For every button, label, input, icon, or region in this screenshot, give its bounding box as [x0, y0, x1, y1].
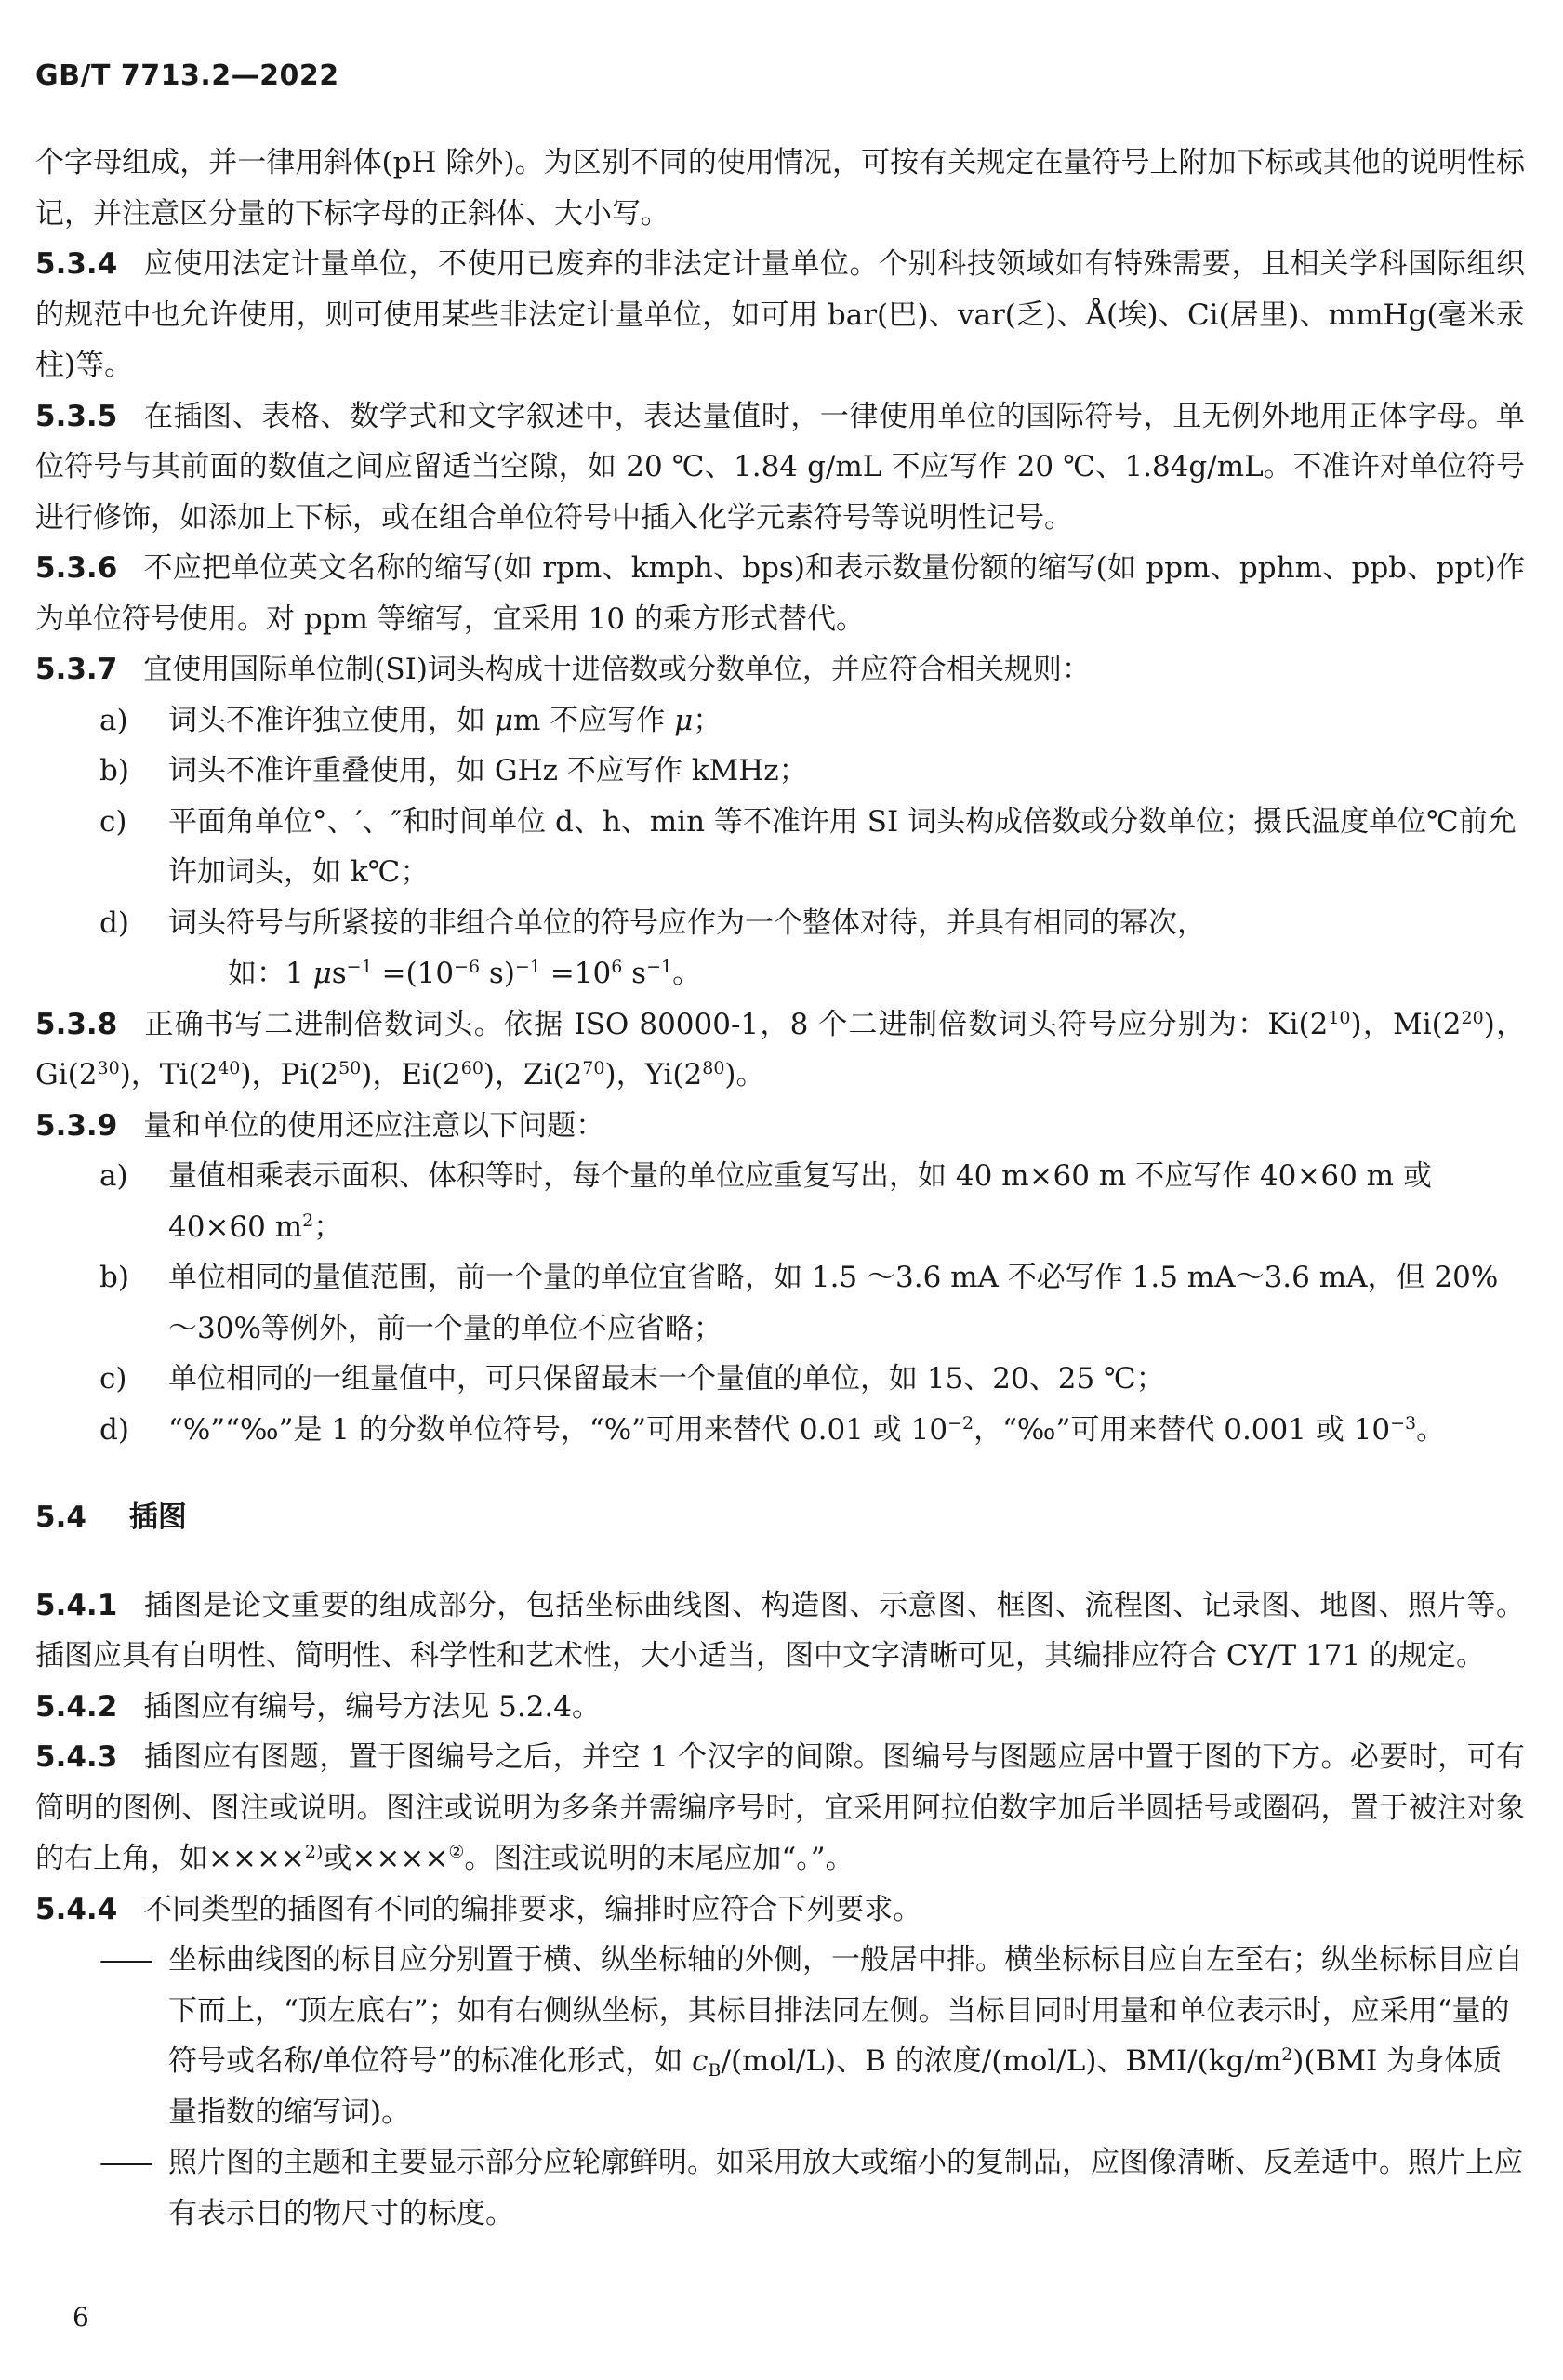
list-item: d) 词头符号与所紧接的非组合单位的符号应作为一个整体对待，并具有相同的幂次， 如：1 $\mu s^{-1} =(10^{-6}$ $s)^{-1} =10^6$ $s^{-1}$。: [35, 898, 1525, 999]
item-marker: d): [99, 906, 129, 940]
list-item: c) 平面角单位°、′、″和时间单位 d、h、min 等不准许用 SI 词头构成倍数或分数单位；摄氏温度单位℃前允许加词头，如 k℃；: [35, 797, 1525, 898]
clause-text: 在插图、表格、数学式和文字叙述中，表达量值时，一律使用单位的国际符号，且无例外地用正体字母。单位符号与其前面的数值之间应留适当空隙，如 20 ℃、1.84 g/mL 不应写作 20 ℃、1.84g/mL。不准许对单位符号进行修饰，如添加上下标，或在组合单位符号中插入化学元素符号等说明性记号。: [35, 399, 1525, 535]
formula-line: 如：1 $\mu s^{-1} =(10^{-6}$ $s)^{-1} =10^6$ $s^{-1}$。: [228, 957, 702, 990]
dash-marker: ——: [99, 2146, 150, 2179]
clause-5-4-2: 5.4.2 插图应有编号，编号方法见 5.2.4。: [35, 1689, 601, 1724]
paragraph-continuation: 个字母组成，并一律用斜体(pH 除外)。为区别不同的使用情况，可按有关规定在量符号上附加下标或其他的说明性标记，并注意区分量的下标字母的正斜体、大小写。: [35, 146, 1525, 231]
clause-5-3-9: 5.3.9 量和单位的使用还应注意以下问题：: [35, 1108, 605, 1143]
clause-5-3-6: [35, 543, 1525, 644]
item-marker: c): [99, 1362, 127, 1395]
list-item: a) 词头不准许独立使用，如 μm 不应写作 μ；: [35, 695, 1525, 747]
page-number: 6: [73, 2302, 89, 2333]
list-item: a) 量值相乘表示面积、体积等时，每个量的单位应重复写出，如 40 m×60 m 不应写作 40×60 m 或 40×60 $m^2$；: [35, 1151, 1525, 1252]
clause-number: 5.3.5: [35, 399, 118, 433]
clause-5-3-4: [35, 239, 1525, 391]
list-item: c) 单位相同的一组量值中，可只保留最末一个量值的单位，如 15、20、25 ℃；: [35, 1354, 1525, 1405]
item-marker: a): [99, 1159, 128, 1193]
dash-marker: ——: [99, 1943, 150, 1977]
list-item: d) “%”“‰”是 1 的分数单位符号，“%”可用来替代 0.01 或 $10^{-2}$，“‰”可用来替代 0.001 或 $10^{-3}$。: [35, 1405, 1525, 1456]
list-item: b) 单位相同的量值范围，前一个量的单位宜省略，如 1.5 ～3.6 mA 不必写作 1.5 mA～3.6 mA，但 20%～30%等例外，前一个量的单位不应省略；: [35, 1252, 1525, 1354]
clause-number: 5.4.1: [35, 1588, 118, 1622]
list-item: b) 词头不准许重叠使用，如 GHz 不应写作 kMHz；: [35, 746, 1525, 797]
clause-text: 不应把单位英文名称的缩写(如 rpm、kmph、bps)和表示数量份额的缩写(如 ppm、pphm、ppb、ppt)作为单位符号使用。对 ppm 等缩写，宜采用 10 的乘方形式替代。: [35, 551, 1525, 636]
clause-5-4-1: 5.4.1 插图是论文重要的组成部分，包括坐标曲线图、构造图、示意图、框图、流程图、记录图、地图、照片等。插图应具有自明性、简明性、科学性和艺术性，大小适当，图中文字清晰可见，其编排应符合 CY/T 171 的规定。: [35, 1588, 1525, 1673]
page-body: [35, 138, 1525, 2239]
section-heading-5-4: 5.4 插图: [35, 1501, 187, 1534]
clause-5-3-7: [35, 644, 1525, 695]
dash-item: —— 照片图的主题和主要显示部分应轮廓鲜明。如采用放大或缩小的复制品，应图像清晰、反差适中。照片上应有表示目的物尺寸的标度。: [35, 2137, 1525, 2239]
clause-number: 5.4.2: [35, 1689, 118, 1724]
item-marker: c): [99, 804, 127, 839]
clause-text: 应使用法定计量单位，不使用已废弃的非法定计量单位。个别科技领域如有特殊需要，且相关学科国际组织的规范中也允许使用，则可使用某些非法定计量单位，如可用 bar(巴)、var(乏)、Å(埃)、Ci(居里)、mmHg(毫米汞柱)等。: [35, 247, 1525, 382]
dash-item: —— 坐标曲线图的标目应分别置于横、纵坐标轴的外侧，一般居中排。横坐标标目应自左至右；纵坐标标目应自下而上，“顶左底右”；如有右侧纵坐标，其标目排法同左侧。当标目同时用量和单位表示时，应采用“量的符号或名称/单位符号”的标准化形式，如 $c_B/(mol/L)$、B 的浓度/(mol/L)、BMI/$(kg/m^2)(BMI$ 为身体质量指数的缩写词)。: [35, 1935, 1525, 2137]
clause-number: 5.3.4: [35, 247, 118, 281]
clause-number: 5.3.8: [35, 1007, 118, 1041]
clause-number: 5.3.6: [35, 551, 118, 585]
clause-number: 5.3.7: [35, 653, 118, 686]
clause-number: 5.4.3: [35, 1740, 118, 1774]
clause-number: 5.3.9: [35, 1108, 118, 1143]
clause-5-3-5: [35, 391, 1525, 544]
clause-5-4-3: 5.4.3 插图应有图题，置于图编号之后，并空 1 个汉字的间隙。图编号与图题应居中置于图的下方。必要时，可有简明的图例、图注或说明。图注或说明为多条并需编序号时，宜采用阿拉伯数字加后半圆括号或圈码，置于被注对象的右上角，如××××$^{2)}$或××××②。图注或说明的末尾应加“。”。: [35, 1740, 1525, 1875]
standard-header: GB/T 7713.2—2022: [35, 60, 339, 92]
item-marker: b): [99, 1261, 129, 1294]
item-marker: b): [99, 754, 129, 787]
item-marker: d): [99, 1412, 129, 1447]
clause-text: 宜使用国际单位制(SI)词头构成十进倍数或分数单位，并应符合相关规则：: [143, 653, 1091, 686]
item-marker: a): [99, 703, 128, 737]
clause-5-4-4: 5.4.4 不同类型的插图有不同的编排要求，编排时应符合下列要求。: [35, 1892, 922, 1926]
clause-number: 5.4.4: [35, 1892, 118, 1926]
clause-5-3-8: 5.3.8 正确书写二进制倍数词头。依据 ISO 80000-1，8 个二进制倍数词头符号应分别为：$Ki(2^{10})$，$Mi(2^{20})$，$Gi(2^{30})$，$Ti(2^{40})$，$Pi(2^{50})$，$Ei(2^{60})$，$Zi(2^{70})$，$Yi(2^{80})$。: [35, 1007, 1525, 1091]
